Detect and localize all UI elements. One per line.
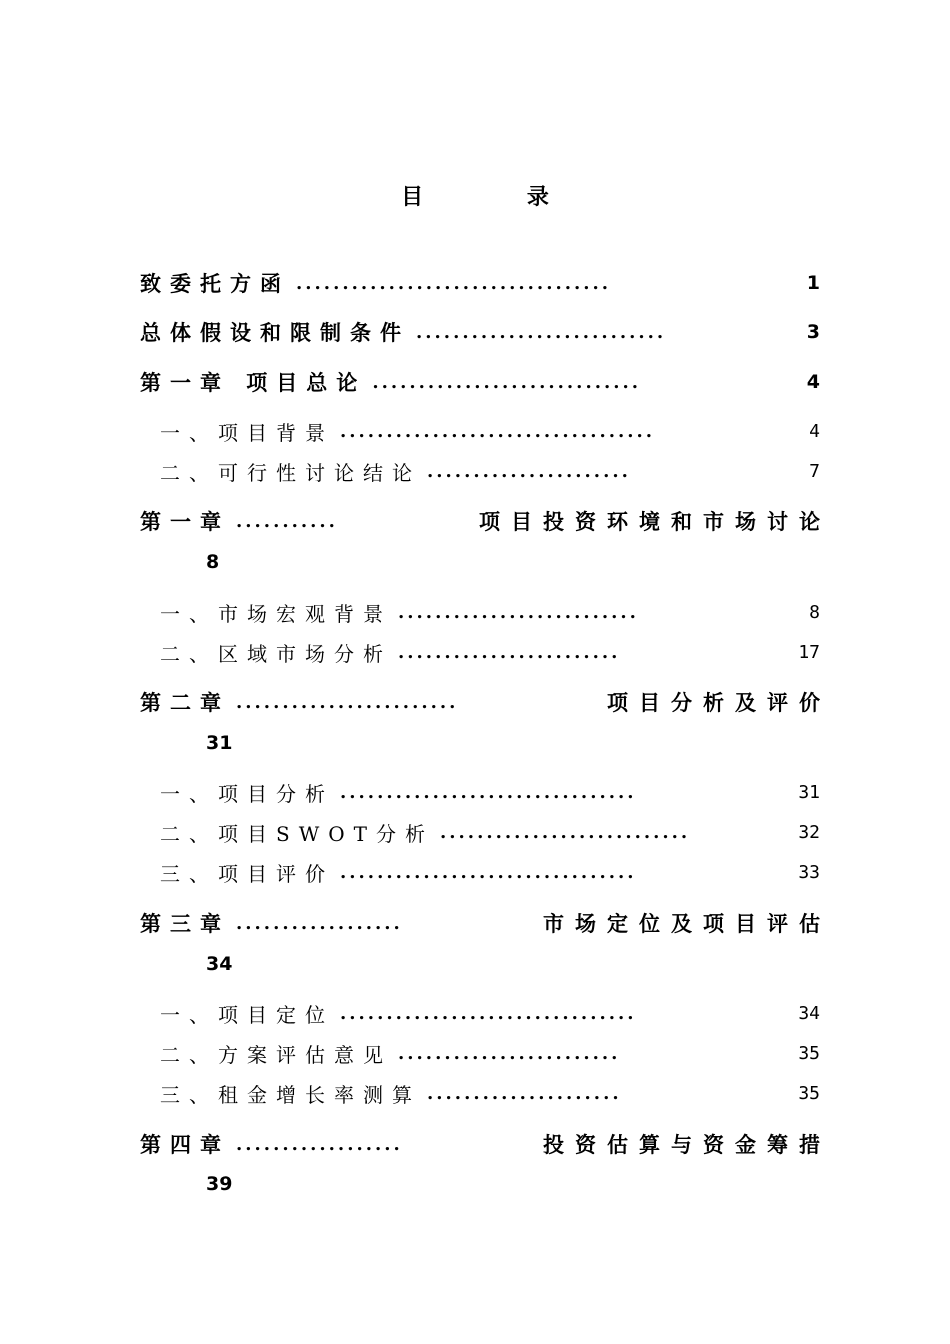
- toc-page-number: 39: [206, 1173, 233, 1195]
- toc-leader-dots: ..................................: [340, 420, 656, 442]
- toc-title: 目 录: [401, 184, 597, 210]
- toc-page-number: 31: [798, 781, 820, 803]
- toc-entry-label: 二、方案评估意见: [160, 1042, 392, 1067]
- toc-entry-label: 一、项目背景: [160, 420, 334, 445]
- toc-entry-rent-growth[interactable]: [160, 1078, 820, 1108]
- toc-leader-dots: ................................: [340, 861, 637, 883]
- toc-entry-label: 总体假设和限制条件: [140, 320, 410, 345]
- toc-page-number: 34: [206, 953, 233, 975]
- toc-entry-label: 第四章: [140, 1132, 230, 1157]
- toc-page-number: 8: [809, 601, 820, 623]
- toc-entry-label: 一、项目分析: [160, 781, 334, 806]
- toc-entry-label: 第一章 项目总论: [140, 370, 367, 395]
- toc-entry-project-positioning[interactable]: [160, 998, 820, 1028]
- toc-page-number: 31: [206, 732, 233, 754]
- toc-entry-project-background[interactable]: [160, 416, 820, 446]
- toc-leader-dots: ..................: [236, 912, 403, 934]
- toc-leader-dots: ..................................: [296, 272, 612, 294]
- toc-entry-label: 第三章: [140, 911, 230, 936]
- toc-entry-regional-market[interactable]: [160, 637, 820, 667]
- toc-entry-title: 市场定位及项目评估: [543, 911, 831, 936]
- toc-leader-dots: ................................: [340, 1002, 637, 1024]
- toc-page-number: 7: [809, 460, 820, 482]
- toc-entry-label: 三、租金增长率测算: [160, 1082, 421, 1107]
- toc-entry-label: 二、区域市场分析: [160, 641, 392, 666]
- toc-page-number: 17: [798, 641, 820, 663]
- toc-page-number: 4: [806, 371, 820, 393]
- toc-leader-dots: ........................: [236, 691, 459, 713]
- toc-entry-title: 投资估算与资金筹措: [543, 1132, 831, 1157]
- toc-leader-dots: .............................: [372, 371, 642, 393]
- toc-entry-swot-analysis[interactable]: [160, 817, 820, 847]
- toc-leader-dots: ......................: [427, 460, 631, 482]
- toc-page-number: 4: [809, 420, 820, 442]
- toc-entry-chapter-4[interactable]: [140, 1129, 831, 1159]
- toc-entry-label: 第二章: [140, 690, 230, 715]
- toc-page-number: 34: [798, 1002, 820, 1024]
- toc-entry-label: 一、项目定位: [160, 1002, 334, 1027]
- toc-entry-label: 二、项目SWOT分析: [160, 821, 434, 846]
- toc-entry-feasibility-conclusion[interactable]: [160, 456, 820, 486]
- toc-leader-dots: ...........................: [416, 321, 667, 343]
- toc-leader-dots: ........................: [398, 1042, 621, 1064]
- toc-leader-dots: ........................: [398, 641, 621, 663]
- toc-leader-dots: .....................: [427, 1082, 622, 1104]
- toc-leader-dots: ..................: [236, 1133, 403, 1155]
- toc-page-number: 8: [206, 551, 220, 573]
- toc-entry-chapter-3[interactable]: [140, 908, 831, 938]
- toc-entry-label: 三、项目评价: [160, 861, 334, 886]
- toc-entry-title: 项目分析及评价: [607, 690, 831, 715]
- toc-entry-title: 项目投资环境和市场讨论: [479, 509, 831, 534]
- toc-leader-dots: ..........................: [398, 601, 639, 623]
- toc-page-number: 3: [806, 321, 820, 343]
- toc-page-number: 33: [798, 861, 820, 883]
- toc-entry-chapter-1-market[interactable]: [140, 506, 831, 536]
- toc-entry-chapter-2[interactable]: [140, 687, 831, 717]
- toc-entry-cover-letter[interactable]: [140, 268, 820, 298]
- toc-page-number: 1: [806, 272, 820, 294]
- toc-entry-label: 第一章: [140, 509, 230, 534]
- toc-entry-label: 致委托方函: [140, 271, 290, 296]
- toc-entry-label: 二、可行性讨论结论: [160, 460, 421, 485]
- toc-entry-assumptions[interactable]: [140, 317, 820, 347]
- toc-entry-project-analysis[interactable]: [160, 777, 820, 807]
- toc-leader-dots: ...........: [236, 510, 338, 532]
- toc-entry-label: 一、市场宏观背景: [160, 601, 392, 626]
- toc-page-number: 35: [798, 1042, 820, 1064]
- toc-leader-dots: ................................: [340, 781, 637, 803]
- toc-entry-macro-background[interactable]: [160, 597, 820, 627]
- toc-leader-dots: ...........................: [440, 821, 691, 843]
- toc-entry-project-evaluation[interactable]: [160, 857, 820, 887]
- toc-entry-chapter-1-overview[interactable]: [140, 367, 820, 397]
- toc-page-number: 35: [798, 1082, 820, 1104]
- toc-entry-plan-opinion[interactable]: [160, 1038, 820, 1068]
- toc-page-number: 32: [798, 821, 820, 843]
